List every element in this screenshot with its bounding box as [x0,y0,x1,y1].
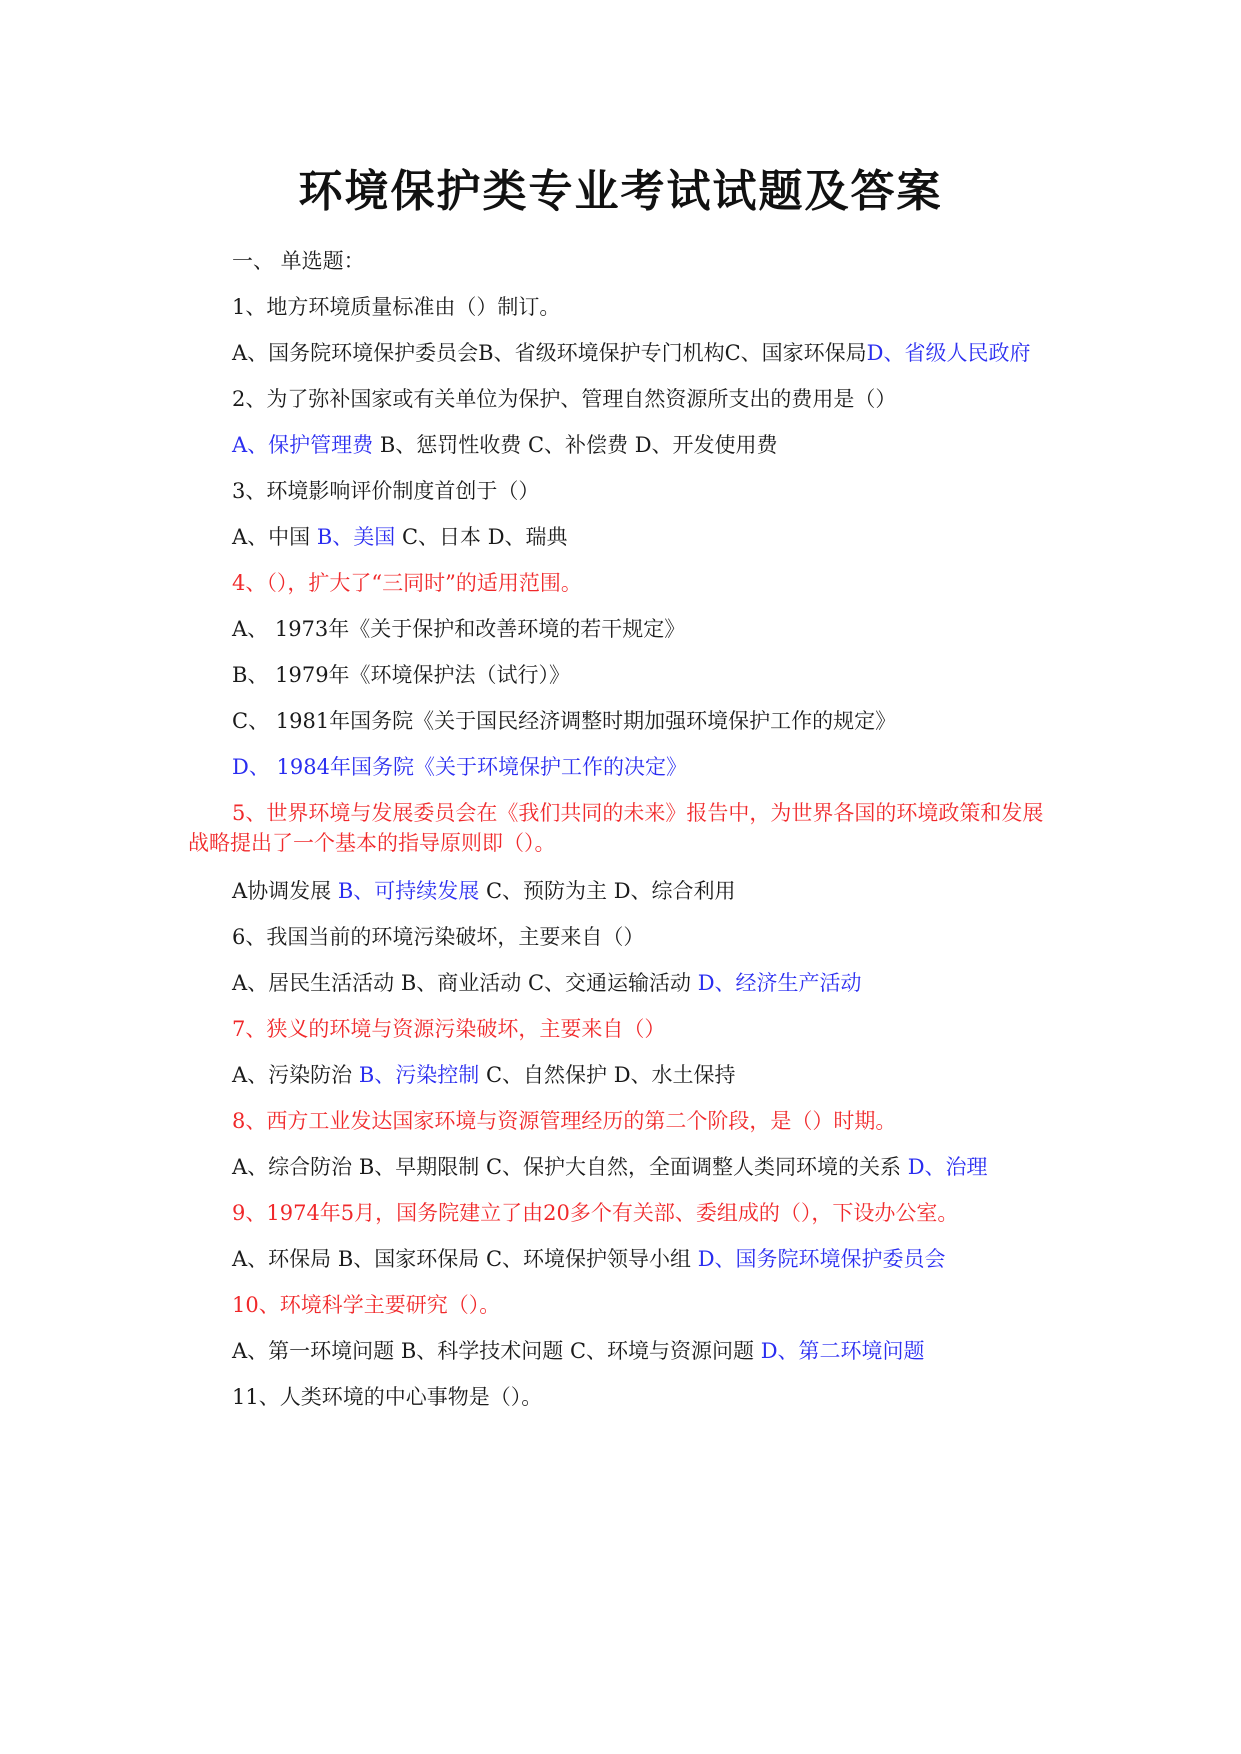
question-3: 3、环境影响评价制度首创于（） [232,479,540,503]
answer-text: D、治理 [907,1155,988,1179]
question-9: 9、1974年5月，国务院建立了由20多个有关部、委组成的（），下设办公室。 [232,1201,959,1225]
options-text: A、国务院环境保护委员会B、省级环境保护专门机构C、国家环保局 [232,341,867,365]
question-8-options [232,1152,988,1182]
options-text: B、惩罚性收费 C、补偿费 D、开发使用费 [373,433,778,457]
options-text: A协调发展 [232,879,338,903]
question-6: 6、我国当前的环境污染破坏，主要来自（） [232,925,645,949]
question-4-option-a: A、 1973年《关于保护和改善环境的若干规定》 [232,617,686,641]
answer-text: B、可持续发展 [337,879,480,903]
options-text: C、自然保护 D、水土保持 [479,1063,736,1087]
question-5: 5、世界环境与发展委员会在《我们共同的未来》报告中，为世界各国的环境政策和发展战略提出了一个基本的指导原则即（）。 [188,801,1044,855]
question-10: 10、环境科学主要研究（）。 [232,1293,501,1317]
answer-text: D、第二环境问题 [760,1339,925,1363]
options-text: A、中国 [232,525,317,549]
options-text: C、预防为主 D、综合利用 [479,879,736,903]
question-11: 11、人类环境的中心事物是（）。 [232,1385,543,1409]
question-3-options [232,522,568,552]
answer-text: D、国务院环境保护委员会 [697,1247,946,1271]
options-text: A、综合防治 B、早期限制 C、保护大自然，全面调整人类同环境的关系 [232,1155,908,1179]
page-title: 环境保护类专业考试试题及答案 [298,166,943,217]
section-heading: 一、 单选题： [232,249,365,273]
question-1-options [232,338,1031,368]
answer-text: D、经济生产活动 [697,971,862,995]
answer-text: B、污染控制 [358,1063,480,1087]
question-6-options [232,968,862,998]
answer-text: B、美国 [316,525,396,549]
question-4: 4、（），扩大了“三同时”的适用范围。 [232,571,582,595]
options-text: A、第一环境问题 B、科学技术问题 C、环境与资源问题 [232,1339,761,1363]
question-4-option-d: D、 1984年国务院《关于环境保护工作的决定》 [232,755,687,779]
question-10-options [232,1336,925,1366]
question-9-options [232,1244,946,1274]
question-1: 1、地方环境质量标准由（）制订。 [232,295,561,319]
answer-text: A、保护管理费 [232,433,374,457]
options-text: A、污染防治 [232,1063,359,1087]
question-7-options [232,1060,736,1090]
options-text: A、居民生活活动 B、商业活动 C、交通运输活动 [232,971,698,995]
question-7: 7、狭义的环境与资源污染破坏，主要来自（） [232,1017,666,1041]
question-2: 2、为了弥补国家或有关单位为保护、管理自然资源所支出的费用是（） [232,387,897,411]
options-text: C、日本 D、瑞典 [395,525,568,549]
question-4-option-b: B、 1979年《环境保护法（试行）》 [232,663,571,687]
answer-text: D、省级人民政府 [866,341,1031,365]
question-2-options [232,430,778,460]
options-text: A、环保局 B、国家环保局 C、环境保护领导小组 [232,1247,698,1271]
question-4-option-c: C、 1981年国务院《关于国民经济调整时期加强环境保护工作的规定》 [232,709,897,733]
question-8: 8、西方工业发达国家环境与资源管理经历的第二个阶段，是（）时期。 [232,1109,897,1133]
question-5-options [232,876,736,906]
